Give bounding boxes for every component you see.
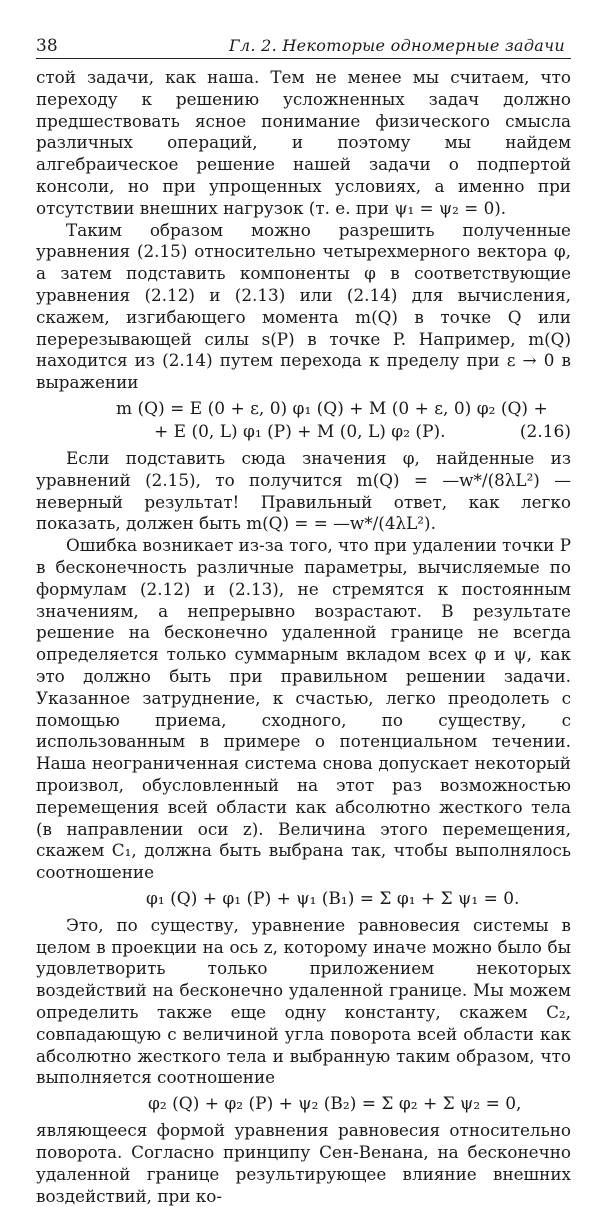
page-number: 38	[36, 36, 58, 56]
equation-2-16-line-1	[36, 398, 571, 421]
paragraph: Таким образом можно разрешить полученные уравнения (2.15) относительно четырехмерного вектора φ, а затем подставить компоненты φ в соответствующие уравнения (2.12) и (2.13) или (2.14) для вычисления, скажем, изгибающего момента m(Q) в точке Q или перерезывающей силы s(P) в точке P. Например, m(Q) находится из (2.14) путем перехода к пределу при ε → 0 в выражении	[36, 219, 571, 393]
equation-text: φ₂ (Q) + φ₂ (P) + ψ₂ (B₂) = Σ φ₂ + Σ ψ₂ = 0,	[148, 1094, 522, 1115]
paragraph-continued: являющееся формой уравнения равновесия относительно поворота. Согласно принципу Сен-Венана, на бесконечно удаленной границе результирующее влияние внешних воздействий, при ко-	[36, 1120, 571, 1206]
paragraph-continuation: стой задачи, как наша. Тем не менее мы считаем, что переходу к решению усложненных задач должно предшествовать ясное понимание физического смысла различных операций, и поэтому мы найдем алгебраическое решение нашей задачи о подпертой консоли, но при упрощенных условиях, а именно при отсутствии внешних нагрузок (т. е. при ψ₁ = ψ₂ = 0).	[36, 67, 571, 218]
paragraph: Ошибка возникает из-за того, что при удалении точки P в бесконечность различные параметры, вычисляемые по формулам (2.12) и (2.13), не стремятся к постоянным значениям, а непрерывно возрастают. В результате решение на бесконечно удаленной границе не всегда определяется только суммарным вкладом всех φ и ψ, как это должно быть при правильном решении задачи. Указанное затруднение, к счастью, легко преодолеть с помощью приема, сходного, по существу, с использованным в примере о потенциальном течении. Наша неограниченная система снова допускает некоторый произвол, обусловленный на этот раз возможностью перемещения всей области как абсолютно жесткого тела (в направлении оси z). Величина этого перемещения, скажем C₁, должна быть выбрана так, чтобы выполнялось соотношение	[36, 535, 571, 883]
equation-number: (2.16)	[519, 421, 571, 442]
equation-text: m (Q) = E (0 + ε, 0) φ₁ (Q) + M (0 + ε, 0) φ₂ (Q) +	[116, 398, 548, 419]
equation-balance-rotation	[36, 1093, 571, 1116]
main-text	[36, 67, 571, 1207]
paragraph: Если подставить сюда значения φ, найденные из уравнений (2.15), то получится m(Q) = —w*/(8λL²) — неверный результат! Правильный ответ, как легко показать, должен быть m(Q) = = —w*/(4λL²).	[36, 447, 571, 534]
paragraph: Это, по существу, уравнение равновесия системы в целом в проекции на ось z, которому иначе можно было бы удовлетворить только приложением некоторых воздействий на бесконечно удаленной границе. Мы можем определить также еще одну константу, скажем C₂, совпадающую с величиной угла поворота всей области как абсолютно жесткого тела и выбранную таким образом, что выполняется соотношение	[36, 914, 571, 1088]
page-header	[36, 34, 571, 59]
equation-text: φ₁ (Q) + φ₁ (P) + ψ₁ (B₁) = Σ φ₁ + Σ ψ₁ = 0.	[146, 888, 520, 909]
equation-2-16-line-2	[36, 421, 571, 444]
equation-text: + E (0, L) φ₁ (P) + M (0, L) φ₂ (P).	[154, 421, 446, 442]
equation-balance-z	[36, 888, 571, 911]
running-title: Гл. 2. Некоторые одномерные задачи	[229, 36, 565, 55]
